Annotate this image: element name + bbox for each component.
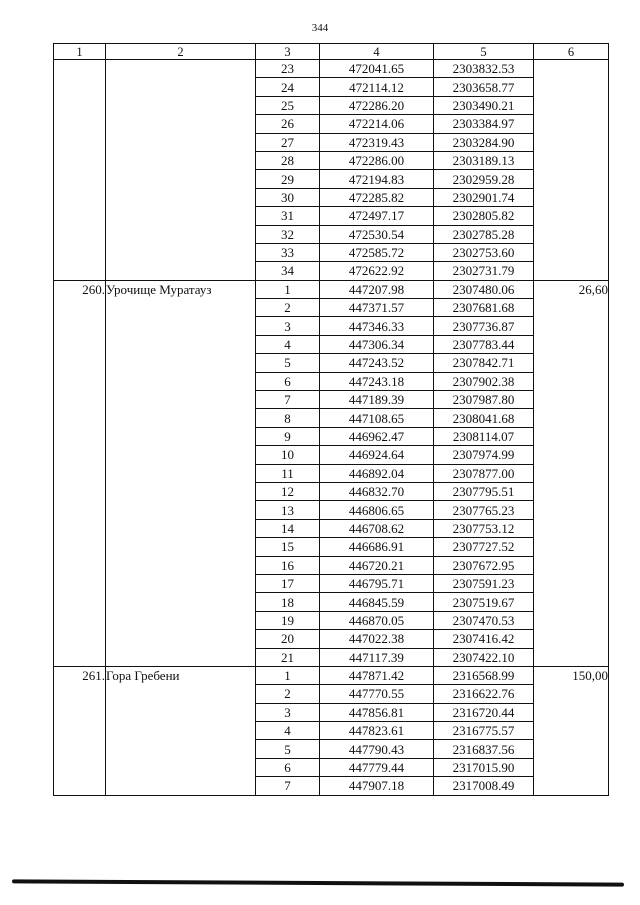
table-row — [54, 60, 609, 78]
point-number: 27 — [256, 133, 320, 151]
coord-y: 2302901.74 — [434, 188, 534, 206]
header-col-5: 5 — [434, 44, 534, 60]
point-number: 7 — [256, 391, 320, 409]
point-number: 13 — [256, 501, 320, 519]
coord-y: 2307519.67 — [434, 593, 534, 611]
point-number: 7 — [256, 777, 320, 795]
coord-x: 447770.55 — [320, 685, 434, 703]
header-row — [54, 44, 609, 60]
coord-x: 447306.34 — [320, 335, 434, 353]
coord-y: 2302753.60 — [434, 243, 534, 261]
coord-x: 447207.98 — [320, 280, 434, 298]
coord-x: 472041.65 — [320, 60, 434, 78]
coord-y: 2307422.10 — [434, 648, 534, 666]
coord-x: 472214.06 — [320, 115, 434, 133]
coord-x: 446832.70 — [320, 482, 434, 500]
point-number: 26 — [256, 115, 320, 133]
coord-y: 2303384.97 — [434, 115, 534, 133]
coord-x: 446795.71 — [320, 574, 434, 592]
coord-y: 2308041.68 — [434, 409, 534, 427]
coord-y: 2303284.90 — [434, 133, 534, 151]
table-row — [54, 666, 609, 684]
coord-y: 2303490.21 — [434, 96, 534, 114]
coord-y: 2307681.68 — [434, 299, 534, 317]
coord-x: 446892.04 — [320, 464, 434, 482]
coord-x: 447790.43 — [320, 740, 434, 758]
point-number: 3 — [256, 317, 320, 335]
point-number: 25 — [256, 96, 320, 114]
coord-y: 2302959.28 — [434, 170, 534, 188]
point-number: 4 — [256, 335, 320, 353]
point-number: 5 — [256, 740, 320, 758]
coord-y: 2307480.06 — [434, 280, 534, 298]
header-col-3: 3 — [256, 44, 320, 60]
coord-x: 447346.33 — [320, 317, 434, 335]
coord-x: 447371.57 — [320, 299, 434, 317]
point-number: 2 — [256, 685, 320, 703]
point-number: 21 — [256, 648, 320, 666]
coord-x: 472497.17 — [320, 207, 434, 225]
point-number: 29 — [256, 170, 320, 188]
coord-y: 2302785.28 — [434, 225, 534, 243]
coord-y: 2307672.95 — [434, 556, 534, 574]
point-number: 14 — [256, 519, 320, 537]
header-col-2: 2 — [106, 44, 256, 60]
coord-x: 472286.20 — [320, 96, 434, 114]
coord-x: 446708.62 — [320, 519, 434, 537]
coord-x: 472530.54 — [320, 225, 434, 243]
coord-x: 472585.72 — [320, 243, 434, 261]
point-number: 8 — [256, 409, 320, 427]
coord-y: 2307987.80 — [434, 391, 534, 409]
coord-x: 446870.05 — [320, 611, 434, 629]
point-number: 6 — [256, 758, 320, 776]
point-number: 16 — [256, 556, 320, 574]
coord-y: 2302731.79 — [434, 262, 534, 280]
object-area — [534, 60, 609, 281]
coord-x: 472319.43 — [320, 133, 434, 151]
coord-x: 446845.59 — [320, 593, 434, 611]
point-number: 10 — [256, 446, 320, 464]
object-area: 26,60 — [534, 280, 609, 666]
point-number: 33 — [256, 243, 320, 261]
coord-x: 472285.82 — [320, 188, 434, 206]
coord-y: 2307736.87 — [434, 317, 534, 335]
point-number: 11 — [256, 464, 320, 482]
coord-x: 447243.52 — [320, 354, 434, 372]
coord-x: 472114.12 — [320, 78, 434, 96]
coord-y: 2308114.07 — [434, 427, 534, 445]
coord-x: 446962.47 — [320, 427, 434, 445]
point-number: 30 — [256, 188, 320, 206]
point-number: 20 — [256, 630, 320, 648]
table-header — [54, 44, 609, 60]
point-number: 3 — [256, 703, 320, 721]
point-number: 28 — [256, 151, 320, 169]
coord-y: 2307416.42 — [434, 630, 534, 648]
coord-x: 446720.21 — [320, 556, 434, 574]
point-number: 23 — [256, 60, 320, 78]
header-col-6: 6 — [534, 44, 609, 60]
coord-x: 447907.18 — [320, 777, 434, 795]
point-number: 32 — [256, 225, 320, 243]
coord-y: 2307591.23 — [434, 574, 534, 592]
coord-y: 2303832.53 — [434, 60, 534, 78]
point-number: 34 — [256, 262, 320, 280]
coord-y: 2317008.49 — [434, 777, 534, 795]
point-number: 6 — [256, 372, 320, 390]
object-name: Урочище Муратауз — [106, 280, 256, 666]
coord-y: 2303658.77 — [434, 78, 534, 96]
point-number: 24 — [256, 78, 320, 96]
coord-x: 447779.44 — [320, 758, 434, 776]
coord-y: 2307753.12 — [434, 519, 534, 537]
point-number: 4 — [256, 722, 320, 740]
coord-y: 2316720.44 — [434, 703, 534, 721]
coord-y: 2307842.71 — [434, 354, 534, 372]
header-col-4: 4 — [320, 44, 434, 60]
point-number: 31 — [256, 207, 320, 225]
coord-x: 447022.38 — [320, 630, 434, 648]
coord-y: 2316568.99 — [434, 666, 534, 684]
object-number — [54, 60, 106, 281]
coord-y: 2317015.90 — [434, 758, 534, 776]
table-row — [54, 280, 609, 298]
coord-y: 2307974.99 — [434, 446, 534, 464]
object-name: Гора Гребени — [106, 666, 256, 795]
point-number: 9 — [256, 427, 320, 445]
coord-x: 472286.00 — [320, 151, 434, 169]
point-number: 1 — [256, 666, 320, 684]
object-number: 261. — [54, 666, 106, 795]
point-number: 12 — [256, 482, 320, 500]
coord-y: 2302805.82 — [434, 207, 534, 225]
coord-x: 446806.65 — [320, 501, 434, 519]
coord-y: 2316775.57 — [434, 722, 534, 740]
coord-x: 447871.42 — [320, 666, 434, 684]
coord-x: 447189.39 — [320, 391, 434, 409]
coord-y: 2307470.53 — [434, 611, 534, 629]
coord-y: 2307727.52 — [434, 538, 534, 556]
coord-y: 2316837.56 — [434, 740, 534, 758]
coord-x: 447108.65 — [320, 409, 434, 427]
coordinates-table — [53, 43, 609, 796]
coord-x: 447243.18 — [320, 372, 434, 390]
point-number: 1 — [256, 280, 320, 298]
object-number: 260. — [54, 280, 106, 666]
bottom-rule — [12, 879, 624, 886]
coord-x: 447856.81 — [320, 703, 434, 721]
coord-x: 472622.92 — [320, 262, 434, 280]
coord-y: 2307783.44 — [434, 335, 534, 353]
coord-y: 2307877.00 — [434, 464, 534, 482]
coord-x: 472194.83 — [320, 170, 434, 188]
coord-y: 2303189.13 — [434, 151, 534, 169]
point-number: 18 — [256, 593, 320, 611]
point-number: 5 — [256, 354, 320, 372]
coord-y: 2307795.51 — [434, 482, 534, 500]
object-name — [106, 60, 256, 281]
coord-y: 2307765.23 — [434, 501, 534, 519]
object-area: 150,00 — [534, 666, 609, 795]
table-body — [54, 60, 609, 796]
point-number: 19 — [256, 611, 320, 629]
coord-x: 446924.64 — [320, 446, 434, 464]
page-number: 344 — [311, 22, 329, 34]
point-number: 17 — [256, 574, 320, 592]
coord-y: 2316622.76 — [434, 685, 534, 703]
coord-x: 447823.61 — [320, 722, 434, 740]
header-col-1: 1 — [54, 44, 106, 60]
coord-y: 2307902.38 — [434, 372, 534, 390]
point-number: 15 — [256, 538, 320, 556]
coord-x: 446686.91 — [320, 538, 434, 556]
point-number: 2 — [256, 299, 320, 317]
coord-x: 447117.39 — [320, 648, 434, 666]
